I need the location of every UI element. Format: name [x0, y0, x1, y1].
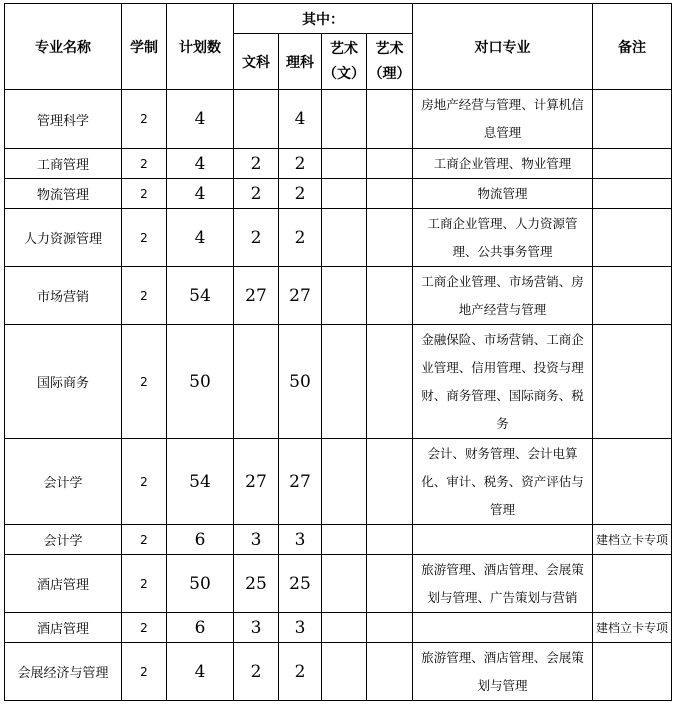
header-among: 其中： [234, 4, 413, 34]
table-row [5, 525, 672, 555]
science-cell: 2 [279, 209, 322, 267]
remarks-cell [593, 439, 672, 525]
header-matching-major: 对口专业 [413, 4, 593, 90]
science-cell: 25 [279, 555, 322, 613]
remarks-cell [593, 267, 672, 325]
art-liberal-cell [322, 555, 367, 613]
header-art-science [367, 34, 413, 90]
matching-major-cell: 工商企业管理、人力资源管理、公共事务管理 [413, 209, 593, 267]
liberal-arts-cell [234, 90, 279, 149]
major-name-cell: 酒店管理 [5, 613, 122, 643]
header-art-science-line2: （理） [368, 65, 411, 82]
major-name-cell: 管理科学 [5, 90, 122, 149]
years-cell: 2 [122, 209, 167, 267]
header-art-liberal [322, 34, 367, 90]
remarks-cell [593, 643, 672, 701]
header-major-name: 专业名称 [5, 4, 122, 90]
liberal-arts-cell [234, 325, 279, 439]
matching-major-cell: 工商企业管理、物业管理 [413, 149, 593, 179]
matching-major-cell: 工商企业管理、市场营销、房地产经营与管理 [413, 267, 593, 325]
table-row [5, 325, 672, 439]
matching-major-cell: 旅游管理、酒店管理、会展策划与管理、广告策划与营销 [413, 555, 593, 613]
plan-cell: 6 [167, 613, 234, 643]
years-cell: 2 [122, 555, 167, 613]
art-liberal-cell [322, 267, 367, 325]
science-cell: 27 [279, 439, 322, 525]
art-liberal-cell [322, 325, 367, 439]
science-cell: 27 [279, 267, 322, 325]
header-art-science-line1: 艺术 [375, 40, 404, 57]
liberal-arts-cell: 2 [234, 643, 279, 701]
header-remarks: 备注 [593, 4, 672, 90]
header-years: 学制 [122, 4, 167, 90]
science-cell: 2 [279, 149, 322, 179]
matching-major-cell: 物流管理 [413, 179, 593, 209]
liberal-arts-cell: 3 [234, 613, 279, 643]
table-row [5, 267, 672, 325]
art-liberal-cell [322, 179, 367, 209]
art-science-cell [367, 90, 413, 149]
art-science-cell [367, 209, 413, 267]
header-art-liberal-line2: （文） [323, 65, 365, 82]
major-name-cell: 工商管理 [5, 149, 122, 179]
plan-cell: 4 [167, 643, 234, 701]
art-science-cell [367, 267, 413, 325]
remarks-cell [593, 209, 672, 267]
header-plan-count: 计划数 [167, 4, 234, 90]
art-liberal-cell [322, 613, 367, 643]
major-name-cell: 酒店管理 [5, 555, 122, 613]
plan-cell: 4 [167, 179, 234, 209]
liberal-arts-cell: 25 [234, 555, 279, 613]
years-cell: 2 [122, 179, 167, 209]
art-science-cell [367, 613, 413, 643]
liberal-arts-cell: 27 [234, 439, 279, 525]
table-row [5, 439, 672, 525]
plan-cell: 50 [167, 325, 234, 439]
art-liberal-cell [322, 525, 367, 555]
major-name-cell: 会计学 [5, 439, 122, 525]
liberal-arts-cell: 3 [234, 525, 279, 555]
art-science-cell [367, 179, 413, 209]
art-liberal-cell [322, 90, 367, 149]
liberal-arts-cell: 27 [234, 267, 279, 325]
years-cell: 2 [122, 643, 167, 701]
art-liberal-cell [322, 209, 367, 267]
art-science-cell [367, 555, 413, 613]
remarks-cell: 建档立卡专项 [593, 525, 672, 555]
major-name-cell: 国际商务 [5, 325, 122, 439]
matching-major-cell [413, 613, 593, 643]
plan-cell: 4 [167, 90, 234, 149]
matching-major-cell: 金融保险、市场营销、工商企业管理、信用管理、投资与理财、商务管理、国际商务、税务 [413, 325, 593, 439]
liberal-arts-cell: 2 [234, 149, 279, 179]
science-cell: 4 [279, 90, 322, 149]
art-liberal-cell [322, 643, 367, 701]
matching-major-cell: 旅游管理、酒店管理、会展策划与管理 [413, 643, 593, 701]
remarks-cell [593, 90, 672, 149]
table-row [5, 179, 672, 209]
art-science-cell [367, 525, 413, 555]
matching-major-cell: 房地产经营与管理、计算机信息管理 [413, 90, 593, 149]
liberal-arts-cell: 2 [234, 179, 279, 209]
major-name-cell: 会展经济与管理 [5, 643, 122, 701]
art-science-cell [367, 439, 413, 525]
years-cell: 2 [122, 325, 167, 439]
plan-cell: 6 [167, 525, 234, 555]
years-cell: 2 [122, 525, 167, 555]
major-name-cell: 物流管理 [5, 179, 122, 209]
years-cell: 2 [122, 149, 167, 179]
science-cell: 2 [279, 643, 322, 701]
art-science-cell [367, 643, 413, 701]
science-cell: 3 [279, 613, 322, 643]
table-row [5, 209, 672, 267]
remarks-cell [593, 179, 672, 209]
table-row [5, 149, 672, 179]
remarks-cell [593, 555, 672, 613]
plan-cell: 4 [167, 209, 234, 267]
years-cell: 2 [122, 613, 167, 643]
header-liberal-arts: 文科 [234, 34, 279, 90]
header-art-liberal-line1: 艺术 [330, 40, 358, 57]
liberal-arts-cell: 2 [234, 209, 279, 267]
art-science-cell [367, 325, 413, 439]
table-row [5, 555, 672, 613]
years-cell: 2 [122, 90, 167, 149]
art-liberal-cell [322, 149, 367, 179]
science-cell: 2 [279, 179, 322, 209]
remarks-cell: 建档立卡专项 [593, 613, 672, 643]
table-row [5, 90, 672, 149]
plan-cell: 50 [167, 555, 234, 613]
major-name-cell: 市场营销 [5, 267, 122, 325]
art-liberal-cell [322, 439, 367, 525]
science-cell: 50 [279, 325, 322, 439]
plan-cell: 4 [167, 149, 234, 179]
table-row [5, 613, 672, 643]
table-row [5, 643, 672, 701]
plan-cell: 54 [167, 439, 234, 525]
years-cell: 2 [122, 267, 167, 325]
enrollment-plan-table [4, 3, 672, 701]
years-cell: 2 [122, 439, 167, 525]
science-cell: 3 [279, 525, 322, 555]
remarks-cell [593, 149, 672, 179]
major-name-cell: 会计学 [5, 525, 122, 555]
major-name-cell: 人力资源管理 [5, 209, 122, 267]
matching-major-cell: 会计、财务管理、会计电算化、审计、税务、资产评估与管理 [413, 439, 593, 525]
art-science-cell [367, 149, 413, 179]
remarks-cell [593, 325, 672, 439]
plan-cell: 54 [167, 267, 234, 325]
header-science: 理科 [279, 34, 322, 90]
matching-major-cell [413, 525, 593, 555]
